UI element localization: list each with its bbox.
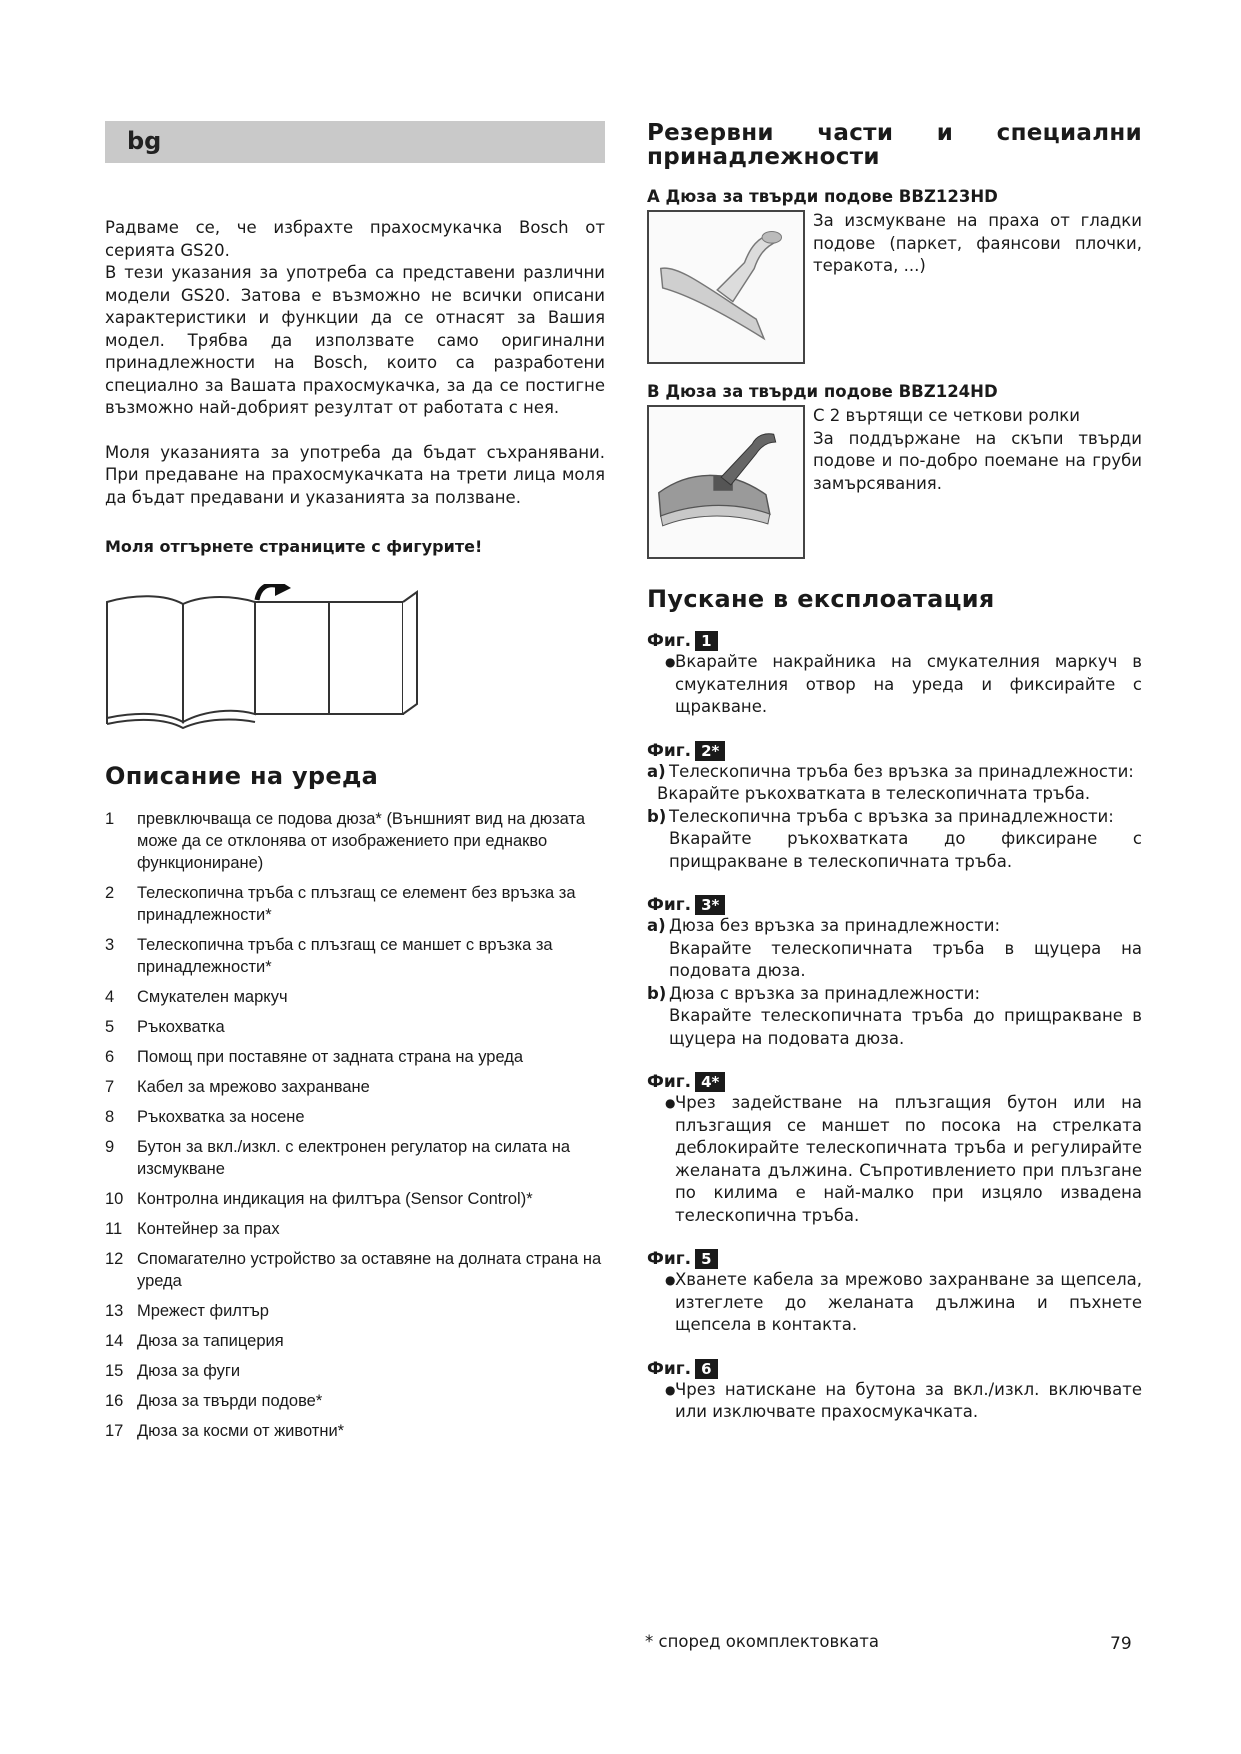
- figure-3-badge: 3*: [695, 895, 725, 915]
- accessory-b: [647, 382, 1142, 559]
- parts-list: [105, 808, 605, 1442]
- figure-label: Фиг.: [647, 740, 692, 761]
- figure-label: Фиг.: [647, 1072, 692, 1092]
- list-item: 6 Помощ при поставяне от задната страна на уреда: [105, 1048, 524, 1066]
- hard-floor-nozzle-b-image: [647, 405, 805, 559]
- list-item: 12 Спомагателно устройство за оставяне на долната страна на уреда: [105, 1250, 602, 1290]
- figure-5-text: Хванете кабела за мрежово захранване за щепсела, изтеглете до желаната дължина и пъхнете щепсела в контакта.: [675, 1270, 1142, 1334]
- figure-6-badge: 6: [695, 1359, 717, 1379]
- accessory-a-text: За изсмукване на праха от гладки подове (паркет, фаянсови плочки, теракота, ...): [813, 211, 1142, 275]
- figure-4-text: Чрез задействане на плъзгащия бутон или на плъзгащия се маншет по посока на стрелката деблокирайте телескопичната тръба и регулирайте желаната дължина. Съпротивлението при плъзгане по килима е най-малко при изцяло извадена телескопична тръба.: [675, 1093, 1142, 1225]
- figure-1-text: Вкарайте накрайника на смукателния маркуч в смукателния отвор на уреда и фиксирайте с щракване.: [675, 652, 1142, 716]
- hard-floor-nozzle-a-image: [647, 210, 805, 364]
- accessory-a: [647, 187, 1142, 364]
- figure-1-section: [647, 631, 1142, 719]
- figure-4-section: [647, 1072, 1142, 1227]
- figure-5-badge: 5: [695, 1249, 717, 1269]
- list-item: 8 Ръкохватка за носене: [105, 1108, 305, 1126]
- figure-1-badge: 1: [695, 631, 717, 651]
- accessory-b-text-2: За поддържане на скъпи твърди подове и по-добро поемане на груби замърсявания.: [813, 428, 1142, 493]
- list-item: 17 Дюза за косми от животни*: [105, 1422, 345, 1440]
- unfold-pages-illustration: [105, 584, 425, 732]
- bullet-icon: ●: [665, 1382, 676, 1397]
- figure-label: Фиг.: [647, 631, 692, 651]
- figure-3a-subtext: Вкарайте телескопичната тръба в щуцера на подовата дюза.: [669, 938, 1142, 980]
- description-title: Описание на уреда: [105, 762, 379, 790]
- accessory-a-heading: A Дюза за твърди подове BBZ123HD: [647, 187, 998, 206]
- list-item: 15 Дюза за фуги: [105, 1362, 241, 1380]
- list-item: 7 Кабел за мрежово захранване: [105, 1078, 370, 1096]
- bullet-icon: ●: [665, 1096, 676, 1110]
- figure-5-section: [647, 1249, 1142, 1337]
- list-item: 10 Контролна индикация на филтъра (Sensor Control)*: [105, 1190, 533, 1208]
- footer-note: * според окомплектовката: [645, 1632, 880, 1651]
- startup-title: Пускане в експлоатация: [647, 585, 995, 613]
- figure-3-section: Фиг. 3* a) Дюза без връзка за принадлежности: Вкарайте телескопичната тръба в щуцера на подовата дюза. b) Дюза с връзка за принадлежности: Вкарайте телескопичната тръба до прищракване в щуцера на подовата дюза.: [647, 895, 1142, 1050]
- right-column: [647, 121, 1142, 1424]
- bullet-icon: ●: [665, 655, 676, 669]
- list-item: 11 Контейнер за прах: [105, 1220, 280, 1238]
- list-item: 5 Ръкохватка: [105, 1018, 225, 1036]
- intro-paragraph-2: В тези указания за употреба са представени различни модели GS20. Затова е възможно не всички описани характеристики и функции да се отнасят за Вашия модел. Трябва да използвате само оригинални принадлежности на Bosch, които са разработени специално за Вашата прахосмукачка, за да се постигне възможно най-добрият резултат от работата с нея.: [105, 263, 605, 417]
- figure-label: Фиг.: [647, 895, 692, 915]
- figure-3b-subtext: Вкарайте телескопичната тръба до прищракване в щуцера на подовата дюза.: [669, 1006, 1142, 1048]
- list-item: 4 Смукателен маркуч: [105, 988, 288, 1006]
- intro-paragraph-3: Моля указанията за употреба да бъдат съхранявани. При предаване на прахосмукачката на трети лица моля да бъдат предавани и указанията за ползване.: [105, 442, 605, 507]
- figure-4-badge: 4*: [695, 1072, 725, 1092]
- list-item: 14 Дюза за тапицерия: [105, 1332, 284, 1350]
- accessory-b-heading: B Дюза за твърди подове BBZ124HD: [647, 382, 998, 401]
- list-item: 16 Дюза за твърди подове*: [105, 1392, 323, 1410]
- figure-2a-subtext: Вкарайте ръкохватката в телескопичната тръба.: [657, 784, 1091, 803]
- figure-2b-text: Телескопична тръба с връзка за принадлежности:: [669, 806, 1114, 826]
- language-code: bg: [127, 127, 162, 155]
- figure-label: Фиг.: [647, 1249, 692, 1269]
- intro-text: [105, 217, 605, 509]
- unfold-note: Моля отгърнете страниците с фигурите!: [105, 537, 483, 556]
- intro-paragraph-1: Радваме се, че избрахте прахосмукачка Bosch от серията GS20.: [105, 218, 605, 260]
- figure-6-text: Чрез натискане на бутона за вкл./изкл. включвате или изключвате прахосмукачката.: [675, 1379, 1142, 1421]
- left-column: [105, 121, 605, 1450]
- accessory-b-text-1: С 2 въртящи се четкови ролки: [813, 406, 1080, 425]
- page-number: 79: [1110, 1634, 1132, 1654]
- figure-2-section: Фиг. 2* a) Телескопична тръба без връзка за принадлежности: Вкарайте ръкохватката в телескопичната тръба. b) Телескопична тръба с връзка за принадлежности: Вкарайте ръкохватката до фиксиране с прищракване в телескопичната тръба.: [647, 741, 1142, 874]
- list-item: 9 Бутон за вкл./изкл. с електронен регулатор на силата на изсмукване: [105, 1138, 571, 1178]
- figure-3b-text: Дюза с връзка за принадлежности:: [669, 983, 981, 1003]
- figure-2b-subtext: Вкарайте ръкохватката до фиксиране с прищракване в телескопичната тръба.: [669, 829, 1142, 871]
- list-item: 3 Телескопична тръба с плъзгащ се маншет с връзка за принадлежности*: [105, 936, 553, 976]
- figure-2-badge: 2*: [695, 741, 725, 761]
- figure-2a-text: Телескопична тръба без връзка за принадлежности:: [669, 761, 1134, 781]
- accessories-title: Резервни части и специални принадлежности: [647, 120, 1142, 170]
- list-item: 2 Телескопична тръба с плъзгащ се елемент без връзка за принадлежности*: [105, 884, 576, 924]
- figure-label: Фиг.: [647, 1358, 692, 1379]
- language-bar: [105, 121, 605, 163]
- bullet-icon: ●: [665, 1273, 676, 1287]
- figure-6-section: [647, 1359, 1142, 1424]
- figure-3a-text: Дюза без връзка за принадлежности:: [669, 916, 1001, 935]
- list-item: 13 Мрежест филтър: [105, 1302, 269, 1320]
- list-item: 1 превключваща се подова дюза* (Външният вид на дюзата може да се отклонява от изображението при еднакво функциониране): [105, 810, 586, 872]
